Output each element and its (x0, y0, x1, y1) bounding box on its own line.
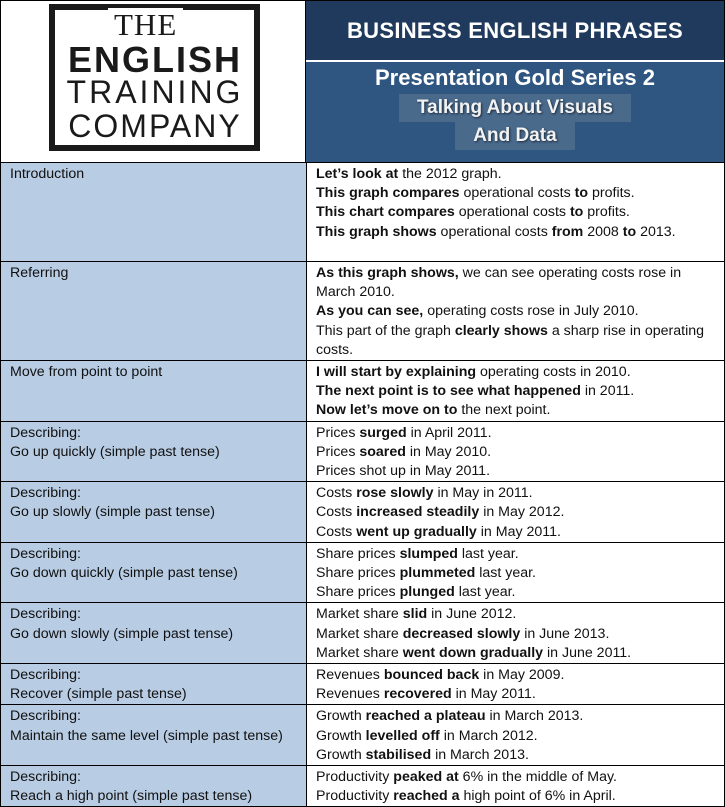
phrase-text: Growth (316, 727, 366, 744)
row-phrases-cell (307, 482, 725, 543)
table-row (1, 603, 725, 664)
title-banner (306, 1, 724, 62)
logo-cell (1, 1, 306, 162)
phrase-keyword: rose slowly (356, 485, 434, 502)
phrase-line (316, 685, 718, 704)
row-label-cell (1, 482, 307, 543)
row-label-line: Move from point to point (10, 364, 163, 381)
phrase-line (316, 462, 718, 481)
phrase-line (316, 583, 718, 602)
row-label-line: Go up quickly (simple past tense) (10, 443, 220, 460)
phrase-line (316, 382, 718, 401)
phrase-line (316, 768, 718, 787)
phrases-table-body (1, 163, 725, 807)
row-label-line: Describing: (10, 606, 81, 623)
phrase-keyword: stabilised (365, 746, 432, 763)
phrase-text: last year. (454, 584, 516, 601)
phrase-line (316, 605, 718, 624)
table-row (1, 163, 725, 262)
phrase-line (316, 322, 718, 360)
phrase-text: in 2011. (580, 383, 635, 400)
phrase-line (316, 484, 718, 503)
phrase-keyword: clearly shows (454, 322, 548, 339)
row-phrases-cell (307, 163, 725, 262)
phrase-line (316, 424, 718, 443)
phrase-text: Share prices (316, 584, 400, 601)
row-phrases-cell (307, 766, 725, 807)
phrase-text: Growth (316, 746, 366, 763)
phrase-keyword: to (622, 223, 637, 240)
phrase-line (316, 746, 718, 765)
phrase-text: in June 2013. (520, 625, 610, 642)
phrase-text: the 2012 graph. (398, 166, 502, 182)
phrase-text: profits. (583, 204, 630, 221)
logo-line-training: TRAINING (66, 74, 244, 110)
phrase-text: Prices shot up in May 2011. (316, 463, 491, 480)
phrase-line (316, 644, 718, 663)
phrase-text: This part of the graph (316, 322, 455, 339)
phrase-keyword: soared (359, 443, 406, 460)
row-label-line: Describing: (10, 545, 81, 562)
phrase-line (316, 666, 718, 685)
phrase-keyword: reached a plateau (365, 708, 486, 725)
topic-line-1: Talking About Visuals (399, 94, 631, 122)
phrase-keyword: I will start by explaining (316, 364, 477, 381)
phrase-line (316, 625, 718, 644)
phrase-text: in March 2013. (431, 746, 529, 763)
row-label-cell (1, 361, 307, 422)
phrase-keyword: from (551, 223, 584, 240)
phrase-text: in May 2009. (479, 667, 565, 684)
phrase-keyword: plummeted (399, 565, 476, 582)
phrase-text: Costs (316, 504, 357, 521)
phrase-text: operational costs (436, 223, 552, 240)
phrase-keyword: plunged (399, 584, 455, 601)
phrase-line (316, 203, 718, 222)
phrase-text: in April 2011. (406, 424, 492, 441)
phrase-text: operating costs in 2010. (476, 364, 631, 381)
phrase-text: in May in 2011. (433, 485, 533, 502)
phrase-text: in May 2011. (451, 686, 536, 703)
row-label-line: Maintain the same level (simple past tense) (10, 727, 283, 744)
row-phrases-cell (307, 361, 725, 422)
phrase-text: in May 2011. (476, 523, 561, 540)
row-phrases-cell (307, 664, 725, 705)
row-label-cell (1, 705, 307, 766)
row-label-cell (1, 262, 307, 361)
phrase-line (316, 223, 718, 242)
table-row (1, 766, 725, 807)
phrase-text: Revenues (316, 667, 384, 684)
phrase-text: a sharp rise in operating costs. (316, 322, 705, 358)
phrase-text: high point of 6% in April. (459, 788, 616, 805)
phrase-line (316, 787, 718, 806)
phrase-text: 2008 (583, 223, 623, 240)
phrase-text: in March 2013. (485, 708, 584, 725)
phrase-keyword: to (574, 185, 589, 202)
phrase-text: we can see operating costs rose in March 2010. (316, 265, 682, 301)
phrase-keyword: surged (359, 424, 407, 441)
phrase-text: operational costs (459, 185, 575, 202)
phrase-line (316, 401, 718, 420)
row-phrases-cell (307, 421, 725, 482)
logo-line-company: COMPANY (68, 108, 242, 144)
company-logo (49, 4, 260, 151)
phrase-keyword: bounced back (383, 667, 480, 684)
phrase-text: last year. (475, 565, 537, 582)
row-label-line: Describing: (10, 769, 81, 786)
row-phrases-cell (307, 705, 725, 766)
phrase-line (316, 302, 718, 321)
phrase-text: Costs (316, 485, 357, 502)
logo-line-the: THE (108, 8, 183, 42)
phrase-keyword: Let’s look at (316, 166, 399, 182)
row-label-line: Introduction (10, 166, 85, 182)
table-row (1, 664, 725, 705)
phrase-line (316, 707, 718, 726)
phrase-text: operational costs (454, 204, 570, 221)
phrase-keyword: recovered (383, 686, 452, 703)
phrase-keyword: As this graph shows, (316, 265, 459, 281)
row-label-line: Go down quickly (simple past tense) (10, 565, 238, 582)
phrase-keyword: This graph shows (316, 223, 437, 240)
row-label-line: Describing: (10, 708, 81, 725)
phrase-line (316, 363, 718, 382)
page-title: BUSINESS ENGLISH PHRASES (346, 17, 684, 43)
phrase-keyword: reached a (393, 788, 460, 805)
table-row (1, 705, 725, 766)
row-label-cell (1, 163, 307, 262)
phrase-keyword: As you can see, (316, 303, 424, 320)
phrase-text: in June 2011. (543, 644, 632, 661)
phrase-text: in March 2012. (439, 727, 538, 744)
phrases-table (0, 162, 725, 807)
phrase-keyword: increased steadily (356, 504, 480, 521)
phrase-text: Productivity (316, 788, 394, 805)
table-row (1, 421, 725, 482)
row-phrases-cell (307, 542, 725, 603)
row-label-line: Referring (10, 265, 69, 281)
phrase-keyword: This chart compares (316, 204, 455, 221)
phrase-keyword: Now let’s move on to (316, 402, 458, 419)
phrase-keyword: peaked at (393, 769, 459, 786)
phrase-line (316, 545, 718, 564)
phrase-text: Share prices (316, 545, 400, 562)
logo-line-english: ENGLISH (67, 39, 242, 80)
phrase-text: in May 2010. (405, 443, 492, 460)
row-phrases-cell (307, 262, 725, 361)
phrase-text: 2013. (636, 223, 676, 240)
phrase-text: Costs (316, 523, 357, 540)
row-label-cell (1, 542, 307, 603)
phrase-keyword: decreased slowly (402, 625, 521, 642)
phrase-keyword: The next point is to see what happened (316, 383, 581, 400)
phrase-keyword: slumped (399, 545, 458, 562)
phrase-line (316, 523, 718, 542)
phrase-text: Market share (316, 644, 403, 661)
row-label-line: Describing: (10, 667, 81, 684)
phrase-keyword: slid (402, 606, 428, 623)
phrase-text: Share prices (316, 565, 400, 582)
phrase-keyword: This graph compares (316, 185, 460, 202)
title-cell (306, 1, 724, 162)
phrase-text: Revenues (316, 686, 384, 703)
row-label-cell (1, 421, 307, 482)
phrase-line (316, 165, 718, 184)
table-row (1, 262, 725, 361)
phrase-text: Productivity (316, 769, 394, 786)
phrase-line (316, 184, 718, 203)
row-label-line: Reach a high point (simple past tense) (10, 788, 253, 805)
topic-title (306, 94, 724, 150)
table-row (1, 361, 725, 422)
table-row (1, 482, 725, 543)
phrase-line (316, 443, 718, 462)
phrase-text: the next point. (457, 402, 551, 419)
row-phrases-cell (307, 603, 725, 664)
phrase-line (316, 564, 718, 583)
phrase-text: profits. (588, 185, 635, 202)
phrase-text: last year. (457, 545, 519, 562)
phrase-text: Prices (316, 443, 360, 460)
phrase-text: operating costs rose in July 2010. (423, 303, 639, 320)
table-row (1, 542, 725, 603)
phrase-text: Market share (316, 606, 403, 623)
phrase-line (316, 503, 718, 522)
series-title: Presentation Gold Series 2 (375, 65, 655, 90)
row-label-line: Describing: (10, 424, 81, 441)
phrase-text: Growth (316, 708, 366, 725)
phrase-keyword: went up gradually (356, 523, 477, 540)
row-label-line: Describing: (10, 485, 81, 502)
phrase-text: Market share (316, 625, 403, 642)
phrase-keyword: levelled off (365, 727, 440, 744)
header (0, 0, 725, 162)
phrase-text: in May 2012. (479, 504, 565, 521)
row-label-cell (1, 603, 307, 664)
row-label-line: Go down slowly (simple past tense) (10, 625, 234, 642)
row-label-cell (1, 766, 307, 807)
phrase-text: Prices (316, 424, 360, 441)
topic-line-2: And Data (455, 122, 574, 150)
phrase-keyword: to (569, 204, 584, 221)
phrase-line (316, 727, 718, 746)
phrase-line (316, 264, 718, 302)
phrase-text: in June 2012. (427, 606, 517, 623)
row-label-cell (1, 664, 307, 705)
phrase-keyword: went down gradually (402, 644, 544, 661)
row-label-line: Recover (simple past tense) (10, 686, 187, 703)
phrase-text: 6% in the middle of May. (458, 769, 617, 786)
row-label-line: Go up slowly (simple past tense) (10, 504, 216, 521)
